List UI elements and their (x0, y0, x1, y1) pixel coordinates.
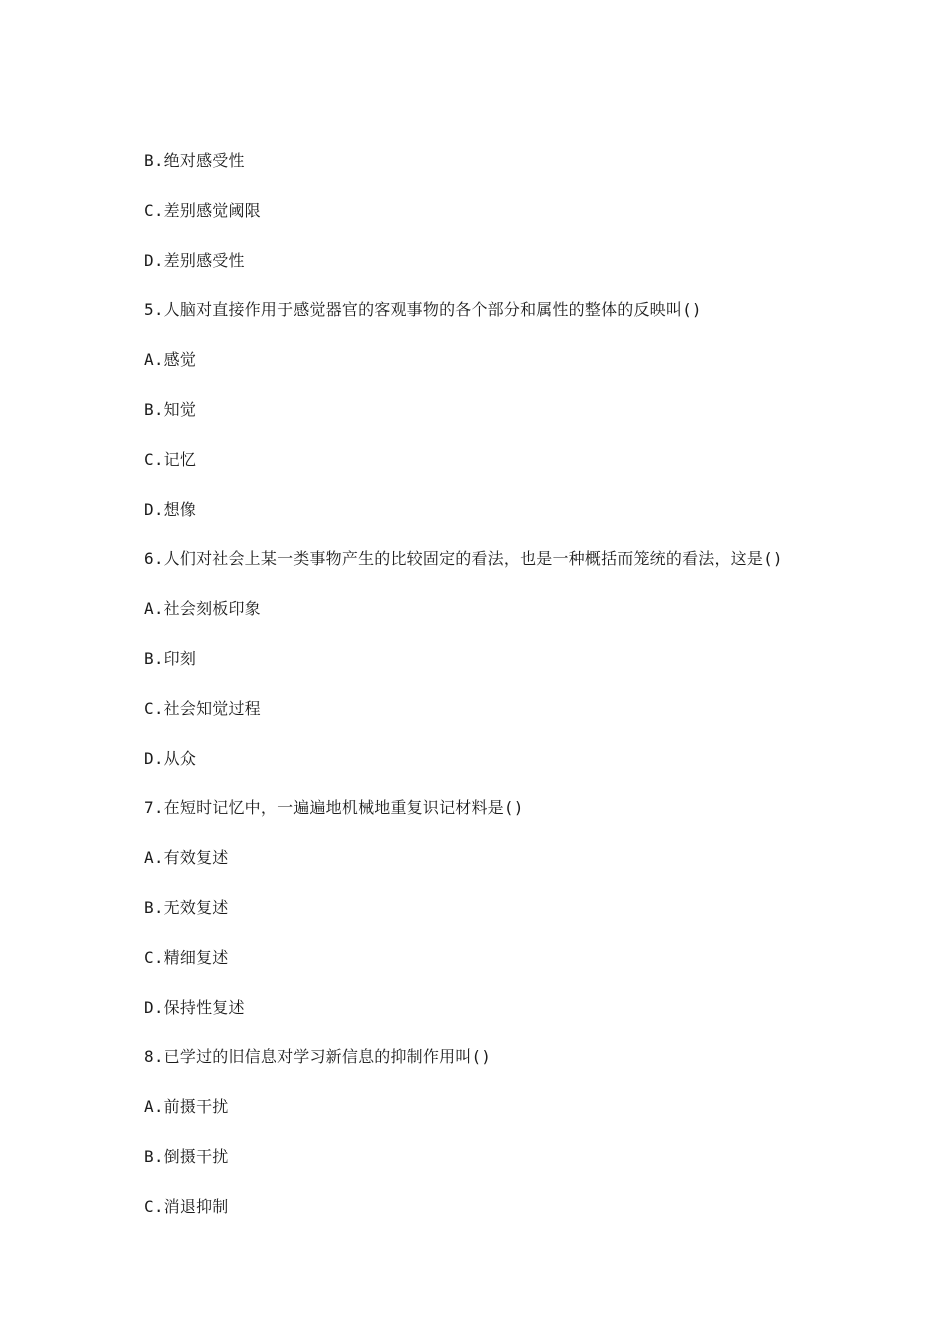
option-text: D.保持性复述 (144, 997, 245, 1017)
option-text: A.有效复述 (144, 848, 229, 868)
option-text: A.前摄干扰 (144, 1097, 229, 1117)
option-text: C.精细复述 (144, 947, 229, 967)
question-text: 7.在短时记忆中，一遍遍地机械地重复识记材料是() (144, 798, 524, 818)
option-text: A.感觉 (144, 350, 197, 370)
question-text: 5.人脑对直接作用于感觉器官的客观事物的各个部分和属性的整体的反映叫() (144, 300, 702, 320)
option-text: D.从众 (144, 748, 197, 768)
option-text: A.社会刻板印象 (144, 599, 261, 619)
option-text: B.印刻 (144, 648, 197, 668)
option-text: C.差别感觉阈限 (144, 200, 261, 220)
option-text: B.知觉 (144, 399, 197, 419)
option-text: C.消退抑制 (144, 1196, 229, 1216)
option-text: D.想像 (144, 499, 197, 519)
option-text: B.无效复述 (144, 897, 229, 917)
option-text: C.记忆 (144, 449, 197, 469)
option-text: D.差别感受性 (144, 250, 245, 270)
option-text: B.倒摄干扰 (144, 1146, 229, 1166)
question-text: 6.人们对社会上某一类事物产生的比较固定的看法，也是一种概括而笼统的看法，这是() (144, 549, 783, 569)
option-text: C.社会知觉过程 (144, 698, 261, 718)
option-text: B.绝对感受性 (144, 151, 245, 170)
question-list (144, 148, 844, 1244)
question-text: 8.已学过的旧信息对学习新信息的抑制作用叫() (144, 1047, 492, 1067)
